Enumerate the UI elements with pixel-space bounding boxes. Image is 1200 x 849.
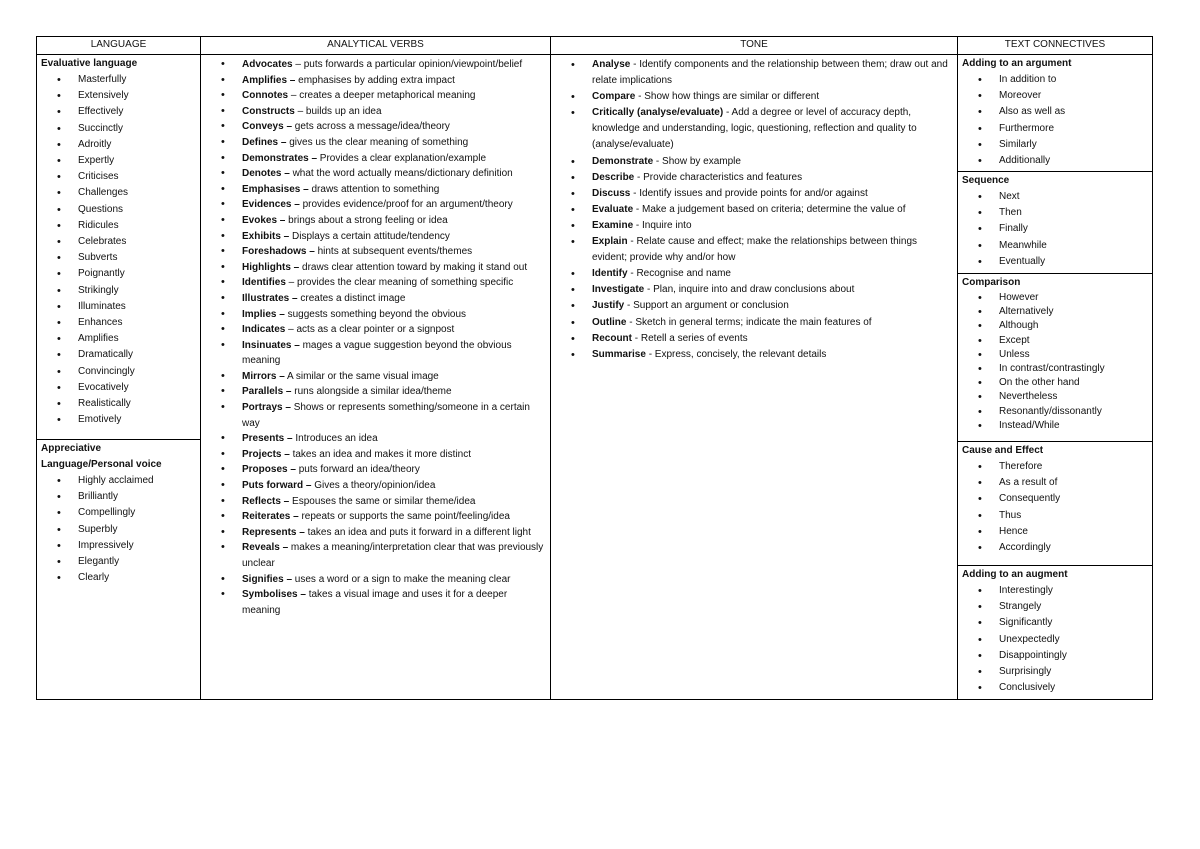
language-cell	[37, 55, 201, 700]
definition-item	[551, 298, 957, 314]
definition-term: Projects –	[242, 448, 290, 460]
definition-text: draws clear attention toward by making it stand out	[299, 261, 528, 273]
list-item: • Alternatively	[958, 305, 1152, 319]
list-item: • Extensively	[37, 88, 200, 104]
definition-text: gets across a message/idea/theory	[292, 121, 450, 133]
definition-text: - Inquire into	[633, 219, 692, 231]
list-item: • Strangely	[958, 599, 1152, 615]
definition-item	[201, 338, 550, 369]
definition-term: Demonstrates –	[242, 152, 318, 164]
list-item: • Additionally	[958, 153, 1152, 169]
definition-term: Constructs	[242, 105, 295, 117]
list-item: • Enhances	[37, 315, 200, 331]
definition-item	[201, 447, 550, 463]
list-item: • Questions	[37, 202, 200, 218]
connective-list	[958, 583, 1152, 696]
definition-text: runs alongside a similar idea/theme	[291, 386, 452, 398]
text-connectives-cell	[958, 55, 1153, 700]
connective-section-title: Sequence	[962, 175, 1010, 186]
list-item: • Poignantly	[37, 266, 200, 282]
definition-item	[201, 135, 550, 151]
definition-term: Amplifies –	[242, 74, 296, 86]
list-item: • Illuminates	[37, 299, 200, 315]
definition-item	[201, 213, 550, 229]
list-item: • Ridicules	[37, 218, 200, 234]
definition-text: Espouses the same or similar theme/idea	[289, 495, 476, 507]
list-item: • Masterfully	[37, 72, 200, 88]
definition-text: - Relate cause and effect; make the relationships between things evident; provide why and/or how	[592, 236, 918, 264]
definition-text: – creates a deeper metaphorical meaning	[288, 90, 476, 102]
definition-term: Denotes –	[242, 168, 290, 180]
list-item: • In contrast/contrastingly	[958, 362, 1152, 376]
definition-text: Provides a clear explanation/example	[317, 152, 487, 164]
list-item: • On the other hand	[958, 376, 1152, 390]
definition-term: Discuss	[592, 187, 631, 199]
connective-list	[958, 72, 1152, 169]
definition-text: repeats or supports the same point/feeling/idea	[298, 511, 510, 523]
definition-item	[201, 244, 550, 260]
definition-term: Signifies –	[242, 573, 293, 585]
text-connectives-header: TEXT CONNECTIVES	[958, 37, 1153, 55]
definition-term: Implies –	[242, 308, 285, 320]
list-item: • Strikingly	[37, 283, 200, 299]
definition-text: Displays a certain attitude/tendency	[289, 230, 450, 242]
definition-item	[201, 431, 550, 447]
list-item: • Disappointingly	[958, 648, 1152, 664]
appreciative-language-section	[37, 440, 200, 586]
list-item: • Convincingly	[37, 364, 200, 380]
list-item: • Impressively	[37, 538, 200, 554]
list-item: • Next	[958, 189, 1152, 205]
appreciative-language-title: Appreciative Language/Personal voice	[41, 443, 162, 470]
list-item: • Interestingly	[958, 583, 1152, 599]
list-item: • Thus	[958, 508, 1152, 524]
definition-text: - Identify issues and provide points for and/or against	[630, 187, 868, 199]
list-item: • Furthermore	[958, 121, 1152, 137]
list-item: • Then	[958, 205, 1152, 221]
definition-term: Conveys –	[242, 121, 293, 133]
header-row	[37, 37, 1153, 55]
definition-item	[201, 275, 550, 291]
definition-term: Puts forward –	[242, 480, 312, 492]
definition-term: Reiterates –	[242, 511, 299, 523]
list-item: • Criticises	[37, 169, 200, 185]
definition-text: A similar or the same visual image	[284, 370, 439, 382]
definition-term: Advocates	[242, 59, 293, 70]
evaluative-language-list	[37, 72, 200, 428]
definition-term: Insinuates –	[242, 339, 300, 351]
list-item: • Highly acclaimed	[37, 473, 200, 489]
definition-text: - Make a judgement based on criteria; determine the value of	[633, 203, 906, 215]
connective-section-sequence	[958, 172, 1152, 274]
definition-item	[201, 73, 550, 89]
definition-text: mages a vague suggestion beyond the obvious meaning	[242, 339, 512, 367]
list-item: • Unexpectedly	[958, 632, 1152, 648]
analytical-verbs-header: ANALYTICAL VERBS	[201, 37, 551, 55]
evaluative-language-section	[37, 55, 200, 440]
definition-term: Proposes –	[242, 464, 296, 476]
definition-item	[551, 347, 957, 363]
list-item: • Finally	[958, 221, 1152, 237]
list-item: • Hence	[958, 524, 1152, 540]
list-item: • Adroitly	[37, 137, 200, 153]
list-item: • Accordingly	[958, 540, 1152, 556]
definition-item	[201, 478, 550, 494]
definition-item	[201, 384, 550, 400]
definition-term: Mirrors –	[242, 370, 285, 382]
definition-text: - Express, concisely, the relevant details	[645, 348, 827, 360]
list-item: • Except	[958, 334, 1152, 348]
definition-item	[551, 266, 957, 282]
connective-list	[958, 189, 1152, 270]
definition-item	[201, 88, 550, 104]
definition-text: - Show how things are similar or different	[635, 91, 820, 103]
tone-list	[551, 55, 957, 363]
list-item: • Surprisingly	[958, 664, 1152, 680]
definition-item	[551, 170, 957, 186]
list-item: • Unless	[958, 348, 1152, 362]
definition-text: uses a word or a sign to make the meaning clear	[292, 573, 511, 585]
list-item: • Subverts	[37, 250, 200, 266]
connective-section-title: Cause and Effect	[962, 445, 1044, 456]
definition-text: - Sketch in general terms; indicate the main features of	[626, 316, 872, 328]
definition-item	[201, 509, 550, 525]
definition-item	[201, 369, 550, 385]
list-item: • Challenges	[37, 185, 200, 201]
definition-item	[551, 186, 957, 202]
definition-term: Identifies	[242, 277, 286, 289]
list-item: • Superbly	[37, 522, 200, 538]
list-item: • Expertly	[37, 153, 200, 169]
definition-term: Foreshadows –	[242, 246, 315, 258]
definition-text: puts forward an idea/theory	[295, 464, 420, 476]
list-item: • Dramatically	[37, 347, 200, 363]
definition-term: Compare	[592, 91, 636, 103]
reference-table	[36, 36, 1153, 700]
definition-term: Examine	[592, 219, 634, 231]
definition-item	[551, 57, 957, 89]
definition-item	[201, 540, 550, 571]
list-item: • Also as well as	[958, 104, 1152, 120]
definition-text: Gives a theory/opinion/idea	[311, 480, 436, 492]
list-item: • Brilliantly	[37, 489, 200, 505]
definition-item	[201, 57, 550, 73]
definition-text: - Identify components and the relationship between them; draw out and relate implications	[592, 59, 948, 87]
definition-item	[201, 587, 550, 618]
definition-term: Evidences –	[242, 199, 300, 211]
list-item: • Similarly	[958, 137, 1152, 153]
definition-item	[201, 307, 550, 323]
definition-term: Outline	[592, 316, 627, 328]
definition-text: - Show by example	[653, 155, 741, 167]
definition-text: emphasises by adding extra impact	[295, 74, 455, 86]
definition-item	[551, 282, 957, 298]
definition-term: Evaluate	[592, 203, 634, 215]
definition-item	[551, 218, 957, 234]
list-item: • Therefore	[958, 459, 1152, 475]
evaluative-language-title: Evaluative language	[41, 58, 138, 69]
definition-term: Represents –	[242, 526, 305, 538]
definition-item	[551, 315, 957, 331]
connective-section-comparison	[958, 274, 1152, 442]
tone-cell	[551, 55, 958, 700]
connective-section-adding	[958, 55, 1152, 172]
list-item: • Elegantly	[37, 554, 200, 570]
definition-text: provides evidence/proof for an argument/theory	[299, 199, 513, 211]
definition-item	[551, 89, 957, 105]
list-item: • Instead/While	[958, 419, 1152, 433]
definition-item	[551, 234, 957, 266]
definition-item	[201, 166, 550, 182]
definition-item	[201, 104, 550, 120]
definition-item	[201, 260, 550, 276]
analytical-verbs-list	[201, 55, 550, 618]
definition-item	[201, 494, 550, 510]
definition-text: suggests something beyond the obvious	[284, 308, 467, 320]
list-item: • Consequently	[958, 491, 1152, 507]
definition-text: hints at subsequent events/themes	[314, 246, 473, 258]
tone-header: TONE	[551, 37, 958, 55]
definition-item	[551, 154, 957, 170]
definition-text: makes a meaning/interpretation clear that was previously unclear	[242, 542, 544, 569]
appreciative-language-list	[37, 473, 200, 586]
list-item: • Conclusively	[958, 680, 1152, 696]
connective-list	[958, 459, 1152, 556]
definition-term: Investigate	[592, 284, 645, 296]
list-item: • Realistically	[37, 396, 200, 412]
list-item: • Resonantly/dissonantly	[958, 405, 1152, 419]
definition-term: Exhibits –	[242, 230, 290, 242]
connective-section-augment	[958, 566, 1152, 696]
definition-item	[201, 462, 550, 478]
definition-text: – puts forwards a particular opinion/viewpoint/belief	[292, 59, 523, 70]
definition-term: Justify	[592, 300, 625, 312]
definition-term: Evokes –	[242, 214, 286, 226]
definition-term: Illustrates –	[242, 292, 298, 304]
definition-item	[201, 197, 550, 213]
list-item: • Compellingly	[37, 505, 200, 521]
definition-text: - Plan, inquire into and draw conclusions about	[644, 284, 855, 296]
definition-term: Presents –	[242, 433, 293, 445]
definition-item	[201, 151, 550, 167]
list-item: • Moreover	[958, 88, 1152, 104]
definition-item	[551, 202, 957, 218]
definition-text: – provides the clear meaning of something specific	[285, 277, 514, 289]
definition-text: Introduces an idea	[292, 433, 378, 445]
list-item: • Clearly	[37, 570, 200, 586]
definition-text: what the word actually means/dictionary definition	[289, 168, 513, 180]
definition-text: - Provide characteristics and features	[634, 171, 803, 183]
definition-term: Demonstrate	[592, 155, 654, 167]
definition-term: Indicates	[242, 324, 286, 336]
definition-term: Explain	[592, 236, 628, 248]
definition-text: – builds up an idea	[294, 105, 382, 117]
definition-term: Connotes	[242, 90, 289, 102]
definition-text: draws attention to something	[308, 183, 440, 195]
definition-text: brings about a strong feeling or idea	[285, 214, 448, 226]
list-item: • Significantly	[958, 615, 1152, 631]
analytical-verbs-cell	[201, 55, 551, 700]
definition-item	[201, 119, 550, 135]
definition-item	[201, 322, 550, 338]
definition-term: Symbolises –	[242, 589, 306, 601]
definition-item	[201, 291, 550, 307]
definition-term: Parallels –	[242, 386, 292, 398]
list-item: • Succinctly	[37, 121, 200, 137]
definition-text: gives us the clear meaning of something	[286, 136, 469, 148]
list-item: • Evocatively	[37, 380, 200, 396]
list-item: • However	[958, 291, 1152, 305]
content-row	[37, 55, 1153, 700]
connective-section-title: Adding to an augment	[962, 569, 1068, 580]
definition-item	[551, 331, 957, 347]
definition-term: Emphasises –	[242, 183, 309, 195]
list-item: • As a result of	[958, 475, 1152, 491]
definition-item	[201, 572, 550, 588]
list-item: • Eventually	[958, 254, 1152, 270]
list-item: • Celebrates	[37, 234, 200, 250]
definition-text: takes an idea and makes it more distinct	[289, 448, 472, 460]
definition-text: - Add a degree or level of accuracy depth, knowledge and understanding, logic, questioning, reflection and quality to (analyse/evaluate)	[592, 107, 917, 151]
definition-term: Describe	[592, 171, 635, 183]
definition-term: Defines –	[242, 136, 287, 148]
language-header: LANGUAGE	[37, 37, 201, 55]
list-item: • In addition to	[958, 72, 1152, 88]
definition-item	[201, 525, 550, 541]
definition-text: takes an idea and puts it forward in a different light	[304, 526, 531, 538]
definition-term: Reflects –	[242, 495, 290, 507]
connective-section-title: Comparison	[962, 277, 1021, 288]
definition-item	[201, 229, 550, 245]
definition-term: Portrays –	[242, 402, 291, 414]
list-item: • Effectively	[37, 104, 200, 120]
list-item: • Nevertheless	[958, 390, 1152, 404]
definition-item	[551, 105, 957, 153]
definition-text: - Retell a series of events	[632, 332, 748, 344]
definition-term: Critically (analyse/evaluate)	[592, 107, 724, 119]
list-item: • Although	[958, 319, 1152, 333]
connective-section-title: Adding to an argument	[962, 58, 1072, 69]
list-item: • Meanwhile	[958, 238, 1152, 254]
definition-item	[201, 182, 550, 198]
definition-term: Highlights –	[242, 261, 300, 273]
connective-list	[958, 291, 1152, 433]
definition-text: Shows or represents something/someone in a certain way	[242, 402, 530, 429]
list-item: • Emotively	[37, 412, 200, 428]
definition-text: takes a visual image and uses it for a deeper meaning	[242, 589, 508, 616]
list-item: • Amplifies	[37, 331, 200, 347]
definition-term: Recount	[592, 332, 632, 344]
definition-text: creates a distinct image	[297, 292, 406, 304]
definition-term: Identify	[592, 268, 628, 280]
definition-term: Reveals –	[242, 542, 289, 554]
definition-text: - Recognise and name	[627, 268, 731, 280]
definition-term: Analyse	[592, 59, 631, 70]
definition-text: – acts as a clear pointer or a signpost	[285, 324, 455, 336]
definition-text: - Support an argument or conclusion	[624, 300, 789, 312]
definition-item	[201, 400, 550, 431]
definition-term: Summarise	[592, 348, 646, 360]
connective-section-cause-effect	[958, 442, 1152, 566]
